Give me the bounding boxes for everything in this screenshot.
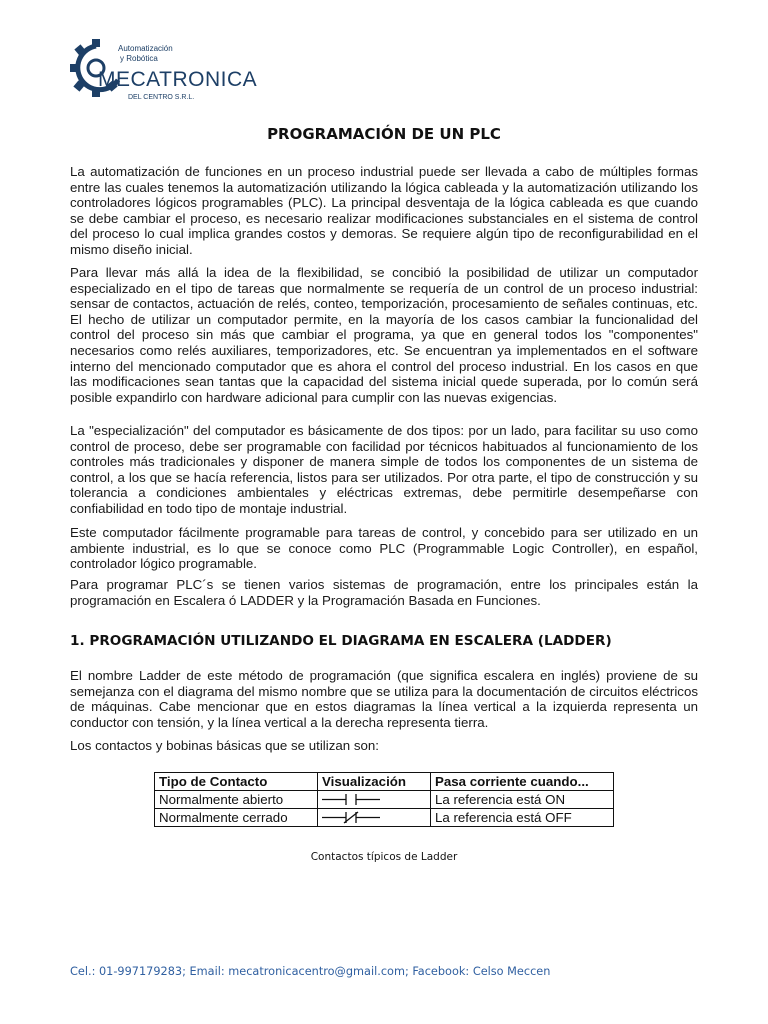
- paragraph-plc-definition: Este computador fácilmente programable para tareas de control, y concebido para ser utilizado en un ambiente industrial, es lo que se conoce como PLC (Programmable Logic Controller), en español, controlador lógico programable.: [70, 525, 698, 572]
- contact-footer: Cel.: 01-997179283; Email: mecatronicacentro@gmail.com; Facebook: Celso Meccen: [70, 965, 551, 978]
- page-title: PROGRAMACIÓN DE UN PLC: [267, 125, 501, 143]
- paragraph-programming-systems: Para programar PLC´s se tienen varios sistemas de programación, entre los principales están la programación en Escalera ó LADDER y la Programación Basada en Funciones.: [70, 577, 698, 608]
- table-header-cell: Tipo de Contacto: [155, 773, 318, 791]
- paragraph-contacts-intro: Los contactos y bobinas básicas que se utilizan son:: [70, 738, 379, 753]
- logo-subtitle: DEL CENTRO S.R.L.: [128, 94, 195, 101]
- table-cell-pasa: La referencia está OFF: [431, 809, 614, 827]
- section-heading-ladder: 1. PROGRAMACIÓN UTILIZANDO EL DIAGRAMA EN ESCALERA (LADDER): [70, 633, 612, 649]
- table-header-cell: Pasa corriente cuando...: [431, 773, 614, 791]
- paragraph-flexibility: Para llevar más allá la idea de la flexibilidad, se concibió la posibilidad de utilizar un computador especializado en el tipo de tareas que normalmente se requería de un control de un proceso industrial: sensar de contactos, actuación de relés, conteo, temporización, procesamiento de señales continuas, etc. El hecho de utilizar un computador permite, en la mayoría de los casos cambiar la funcionalidad del control del proceso sin más que cambiar el programa, ya que en general todos los "componentes" necesarios como relés auxiliares, temporizadores, etc. Se encuentran ya implementados en el software interno del mencionado computador que es ahora el control del proceso industrial. En los casos en que las modificaciones sean tantas que la capacidad del sistema inicial quede superada, por lo común será posible expandirlo con hardware adicional para cumplir con las nuevas exigencias.: [70, 265, 698, 405]
- paragraph-specialization: La "especialización" del computador es básicamente de dos tipos: por un lado, para facilitar su uso como control de proceso, debe ser programable con facilidad por técnicos habituados al funcionamiento de los controles más tradicionales y disponer de manera simple de todos los componentes de un sistema de control, a los que se hacía referencia, listos para ser utilizados. Por otra parte, el tipo de construcción y su tolerancia a condiciones ambientales y eléctricas extremas, debe permitirle desempeñarse con confiabilidad en todo tipo de montaje industrial.: [70, 423, 698, 516]
- contacts-table: [154, 772, 614, 827]
- table-header-cell: Visualización: [318, 773, 431, 791]
- table-caption: Contactos típicos de Ladder: [310, 851, 458, 863]
- paragraph-ladder-name: El nombre Ladder de este método de programación (que significa escalera en inglés) proviene de su semejanza con el diagrama del mismo nombre que se utiliza para la documentación de circuitos eléctricos de máquinas. Cabe mencionar que en estos diagramas la línea vertical a la izquierda representa un conductor con tensión, y la línea vertical a la derecha representa tierra.: [70, 668, 698, 730]
- logo-tagline-2: y Robótica: [120, 54, 158, 63]
- logo-tagline-1: Automatización: [118, 44, 173, 53]
- table-cell-tipo: Normalmente cerrado: [155, 809, 318, 827]
- table-row: [155, 809, 614, 827]
- paragraph-intro: La automatización de funciones en un proceso industrial puede ser llevada a cabo de múltiples formas entre las cuales tenemos la automatización utilizando la lógica cableada y la automatización utilizando los controladores lógicos programables (PLC). La principal desventaja de la lógica cableada es que cuando se debe cambiar el proceso, es necesario realizar modificaciones substanciales en el sistema de control del proceso lo cual implica grandes costos y demoras. Se requiere algún tipo de reconfigurabilidad en el mismo diseño inicial.: [70, 164, 698, 257]
- table-cell-symbol: [318, 809, 431, 827]
- contact-nc-icon: [322, 811, 382, 824]
- logo-brand: MECATRONICA: [98, 68, 258, 91]
- table-header-row: [155, 773, 614, 791]
- contact-no-icon: [322, 793, 382, 806]
- table-cell-tipo: Normalmente abierto: [155, 791, 318, 809]
- table-row: [155, 791, 614, 809]
- company-logo: [70, 38, 270, 110]
- table-cell-symbol: [318, 791, 431, 809]
- table-cell-pasa: La referencia está ON: [431, 791, 614, 809]
